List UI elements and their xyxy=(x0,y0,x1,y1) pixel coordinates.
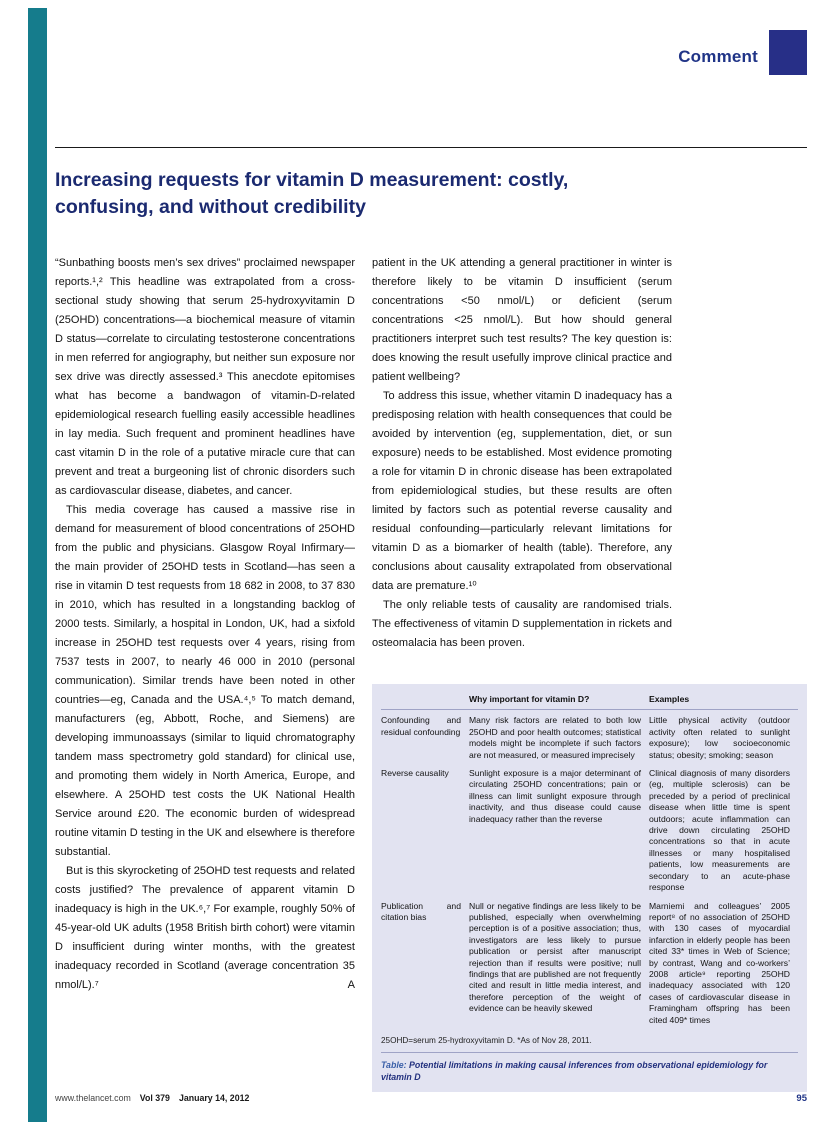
row-examples: Little physical activity (outdoor activity often related to sunlight exposure); low socioeconomic status; obesity; smoking; season xyxy=(649,715,790,760)
body-paragraph: To address this issue, whether vitamin D inadequacy has a predisposing relation with health consequences that could be avoided by intervention (eg, supplementation, diet, or sun exposure) needs to be established. Most evidence promoting a role for vitamin D in chronic disease has been extrapolated from epidemiological studies, but these results are often limited by factors such as potential reverse causality and residual confounding—particularly relevant limitations for vitamin D as a biomarker of health (table). Therefore, any conclusions about causality extrapolated from observational data are premature.¹⁰ xyxy=(372,390,672,592)
table-footnote: 25OHD=serum 25-hydroxyvitamin D. *As of Nov 28, 2011. xyxy=(381,1035,592,1045)
limitations-table xyxy=(381,692,798,1028)
volume-label: Vol 379 xyxy=(139,1093,170,1103)
body-paragraph: “Sunbathing boosts men’s sex drives” proclaimed newspaper reports.¹,² This headline was extrapolated from a cross-sectional study showing that serum 25-hydroxyvitamin D (25OHD) concentrations—a biochemical measure of vitamin D status—correlate to circulating testosterone concentrations in men referred for angiography, but neither sun exposure nor sex drive was directly assessed.³ This anecdote epitomises what has become a bandwagon of vitamin-D-related epidemiological research fuelling easily accessible headlines in lay media. Such frequent and prominent headlines have cast vitamin D in the role of a putative miracle cure that can prevent and treat a burgeoning list of chronic disorders such as cardiovascular disease, diabetes, and cancer. xyxy=(55,257,355,497)
right-column xyxy=(372,254,672,653)
row-examples: Clinical diagnosis of many disorders (eg, multiple sclerosis) can be preceded by a period of preclinical disease when little time is spent outdoors; acute inflammation can drive down circulating 25OHD concentrations so that in acute illnesses or many hospitalised patients, low measurements are secondary to an acute-phase response xyxy=(649,768,790,893)
row-label: Reverse causality xyxy=(381,768,449,779)
table-row xyxy=(381,896,798,1028)
lancet-corner-mark xyxy=(769,30,807,75)
row-label: Confounding and residual confounding xyxy=(381,715,461,737)
left-column xyxy=(55,254,355,995)
article-title: Increasing requests for vitamin D measurement: costly, confusing, and without credibility xyxy=(55,169,569,218)
journal-url: www.thelancet.com xyxy=(55,1093,131,1103)
row-why: Sunlight exposure is a major determinant of circulating 25OHD concentrations; pain or illness can limit sunlight exposure through inactivity, and thus disease could cause inadequacy rather than the reverse xyxy=(469,768,641,824)
page-number: 95 xyxy=(796,1093,807,1104)
table-header-empty xyxy=(381,692,469,710)
section-label: Comment xyxy=(678,47,758,66)
header-rule xyxy=(55,147,807,148)
table-row xyxy=(381,763,798,895)
issue-date: January 14, 2012 xyxy=(178,1093,250,1103)
table-header-why: Why important for vitamin D? xyxy=(469,692,649,710)
table-header-examples: Examples xyxy=(649,692,798,710)
table-row xyxy=(381,710,798,763)
table-header-row xyxy=(381,692,798,710)
table-caption-label: Table: xyxy=(381,1059,407,1070)
limitations-table-panel xyxy=(372,684,807,1092)
row-why: Many risk factors are related to both low 25OHD and poor health outcomes; statistical models might be incomplete if such factors are not measured, or measured imprecisely xyxy=(469,715,641,760)
row-label: Publication and citation bias xyxy=(381,900,461,922)
row-why: Null or negative findings are less likely to be published, especially when overwhelming perception is of a positive association; thus, investigators are less likely to pursue publication or persist after manuscript rejection than if results were positive; null findings that are published are not frequently cited and result in little media interest, and therefore perception of the weight of evidence can be heavily skewed xyxy=(469,900,641,1014)
body-paragraph: The only reliable tests of causality are randomised trials. The effectiveness of vitamin D supplementation in rickets and osteomalacia has been proven. xyxy=(372,599,672,649)
table-caption-text: Potential limitations in making causal inferences from observational epidemiology for vitamin D xyxy=(381,1059,768,1082)
body-paragraph: patient in the UK attending a general practitioner in winter is therefore likely to be vitamin D insufficient (serum concentrations <50 nmol/L) or deficient (serum concentrations <25 nmol/L). But how should general practitioners interpret such test results? The key question is: does knowing the result usefully improve clinical practice and patient wellbeing? xyxy=(372,257,672,383)
footer-left xyxy=(55,1093,258,1103)
page-footer xyxy=(55,1093,807,1104)
body-paragraph: This media coverage has caused a massive rise in demand for measurement of blood concentrations of 25OHD from the public and physicians. Glasgow Royal Infirmary—the main provider of 25OHD tests in Scotland—has seen a rise in vitamin D test requests from 18 682 in 2008, to 37 830 in 2010, which has resulted in a longstanding backlog of 2000 tests. Similarly, a hospital in London, UK, had a sixfold increase in 25OHD test requests over 4 years, rising from 7537 tests in 2007, to nearly 46 000 in 2010 (personal communication). Similar trends have been noted in other countries—eg, Canada and the USA.⁴,⁵ To match demand, manufacturers (eg, Abbott, Roche, and Siemens) are developing immunoassays (similar to liquid chromatography tandem mass spectrometry gold standard) for clinical use, and promoting them widely in North America, Europe, and elsewhere. A 25OHD test costs the UK National Health Service around £20. The economic burden of widespread routine vitamin D testing in the UK and elsewhere is therefore substantial. xyxy=(55,504,355,858)
body-paragraph: But is this skyrocketing of 25OHD test requests and related costs justified? The prevalence of apparent vitamin D inadequacy is high in the UK.⁶,⁷ For example, roughly 50% of 45-year-old UK adults (1958 British birth cohort) were vitamin D insufficient during winter months, with the greatest inadequacy recorded in Scotland (average concentration 35 nmol/L).⁷ A xyxy=(55,865,355,991)
lancet-spine-bar xyxy=(28,8,47,1122)
row-examples: Marniemi and colleagues’ 2005 report⁸ of no association of 25OHD with 130 cases of myocardial infarction in elderly people has been cited 33* times in Web of Science; by contrast, Wang and co-workers’ 2008 article⁹ reporting 25OHD inadequacy associated with 120 cases of cardiovascular disease in Framingham offspring has been cited 409* times xyxy=(649,900,790,1025)
table-caption xyxy=(381,1052,798,1092)
